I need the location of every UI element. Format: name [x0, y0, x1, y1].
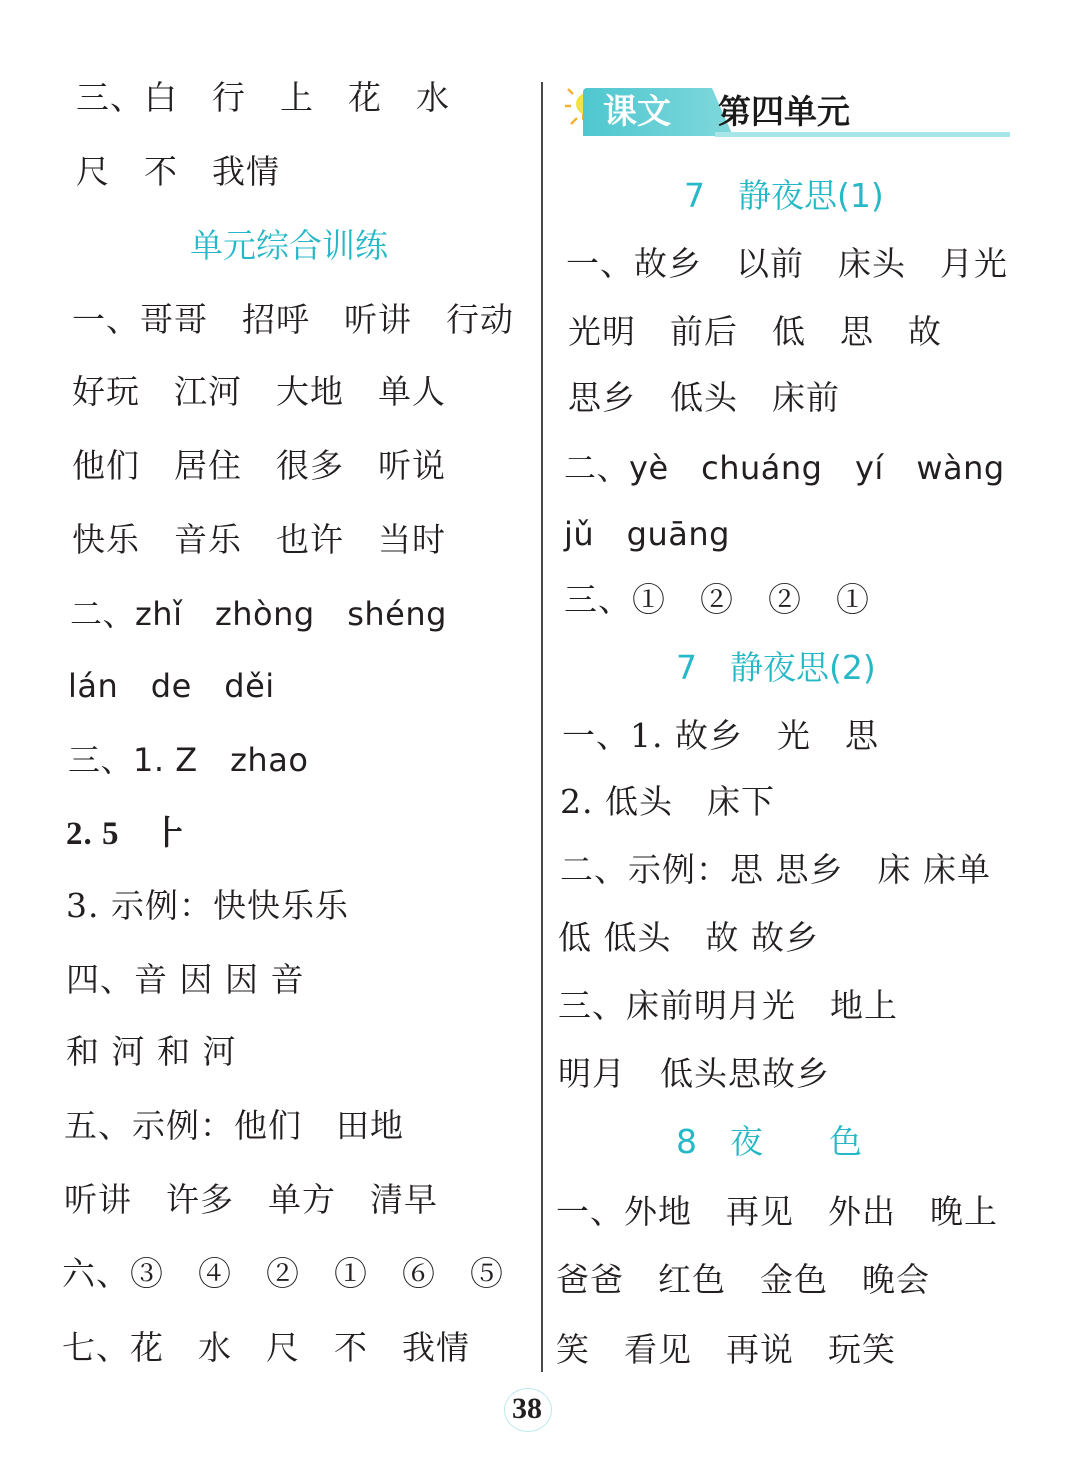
answer-line: 明月 低头思故乡	[558, 1054, 830, 1093]
answer-line: 快乐 音乐 也许 当时	[72, 520, 446, 559]
section-title: 单元综合训练	[190, 226, 388, 265]
answer-line: 五、示例：他们 田地	[64, 1106, 404, 1145]
answer-line: 他们 居住 很多 听说	[72, 446, 446, 485]
answer-line: 好玩 江河 大地 单人	[72, 372, 446, 411]
answer-line: 三、1. Z zhao	[68, 741, 309, 779]
pinyin-line: 二、zhǐ zhòng shéng	[70, 595, 447, 633]
answer-line: 3. 示例：快快乐乐	[66, 886, 349, 925]
answer-line: 六、③ ④ ② ① ⑥ ⑤	[62, 1254, 504, 1293]
answer-line: 爸爸 红色 金色 晚会	[556, 1260, 930, 1299]
answer-line: 三、白 行 上 花 水	[76, 78, 450, 117]
answer-line: 一、故乡 以前 床头 月光	[566, 244, 1008, 283]
answer-line: 尺 不 我情	[76, 152, 280, 191]
answer-line: 四、音 因 因 音	[66, 960, 305, 999]
pinyin-line: jǔ guāng	[564, 515, 730, 553]
unit-title: 第四单元	[718, 92, 850, 131]
answer-line: 一、外地 再见 外出 晚上	[556, 1192, 998, 1231]
column-divider	[541, 82, 543, 1372]
banner-label: 课文	[603, 92, 671, 132]
pinyin-line: 二、yè chuáng yí wàng	[564, 449, 1005, 487]
lesson-title: 7 静夜思(2)	[676, 648, 876, 687]
answer-line: 二、示例：思 思乡 床 床单	[560, 850, 991, 889]
answer-line: 三、床前明月光 地上	[558, 986, 898, 1025]
answer-line: 一、1. 故乡 光 思	[562, 716, 879, 755]
answer-line: 和 河 和 河	[66, 1032, 237, 1071]
answer-line: 一、哥哥 招呼 听讲 行动	[72, 300, 514, 339]
banner-underline	[715, 132, 1010, 137]
lesson-title: 7 静夜思(1)	[684, 176, 884, 215]
answer-line: 思乡 低头 床前	[568, 378, 840, 417]
answer-line: 2. 5 ⺊	[66, 816, 188, 852]
lesson-title: 8 夜 色	[676, 1122, 862, 1161]
pinyin-line: lán de děi	[68, 667, 275, 705]
answer-line: 低 低头 故 故乡	[558, 918, 819, 957]
answer-line: 三、① ② ② ①	[564, 580, 870, 619]
page-number: 38	[512, 1392, 542, 1425]
answer-line: 光明 前后 低 思 故	[568, 312, 942, 351]
answer-line: 2. 低头 床下	[560, 782, 775, 821]
answer-line: 七、花 水 尺 不 我情	[62, 1328, 470, 1367]
answer-line: 听讲 许多 单方 清早	[64, 1180, 438, 1219]
unit-banner	[565, 86, 1010, 146]
answer-line: 笑 看见 再说 玩笑	[556, 1330, 896, 1369]
